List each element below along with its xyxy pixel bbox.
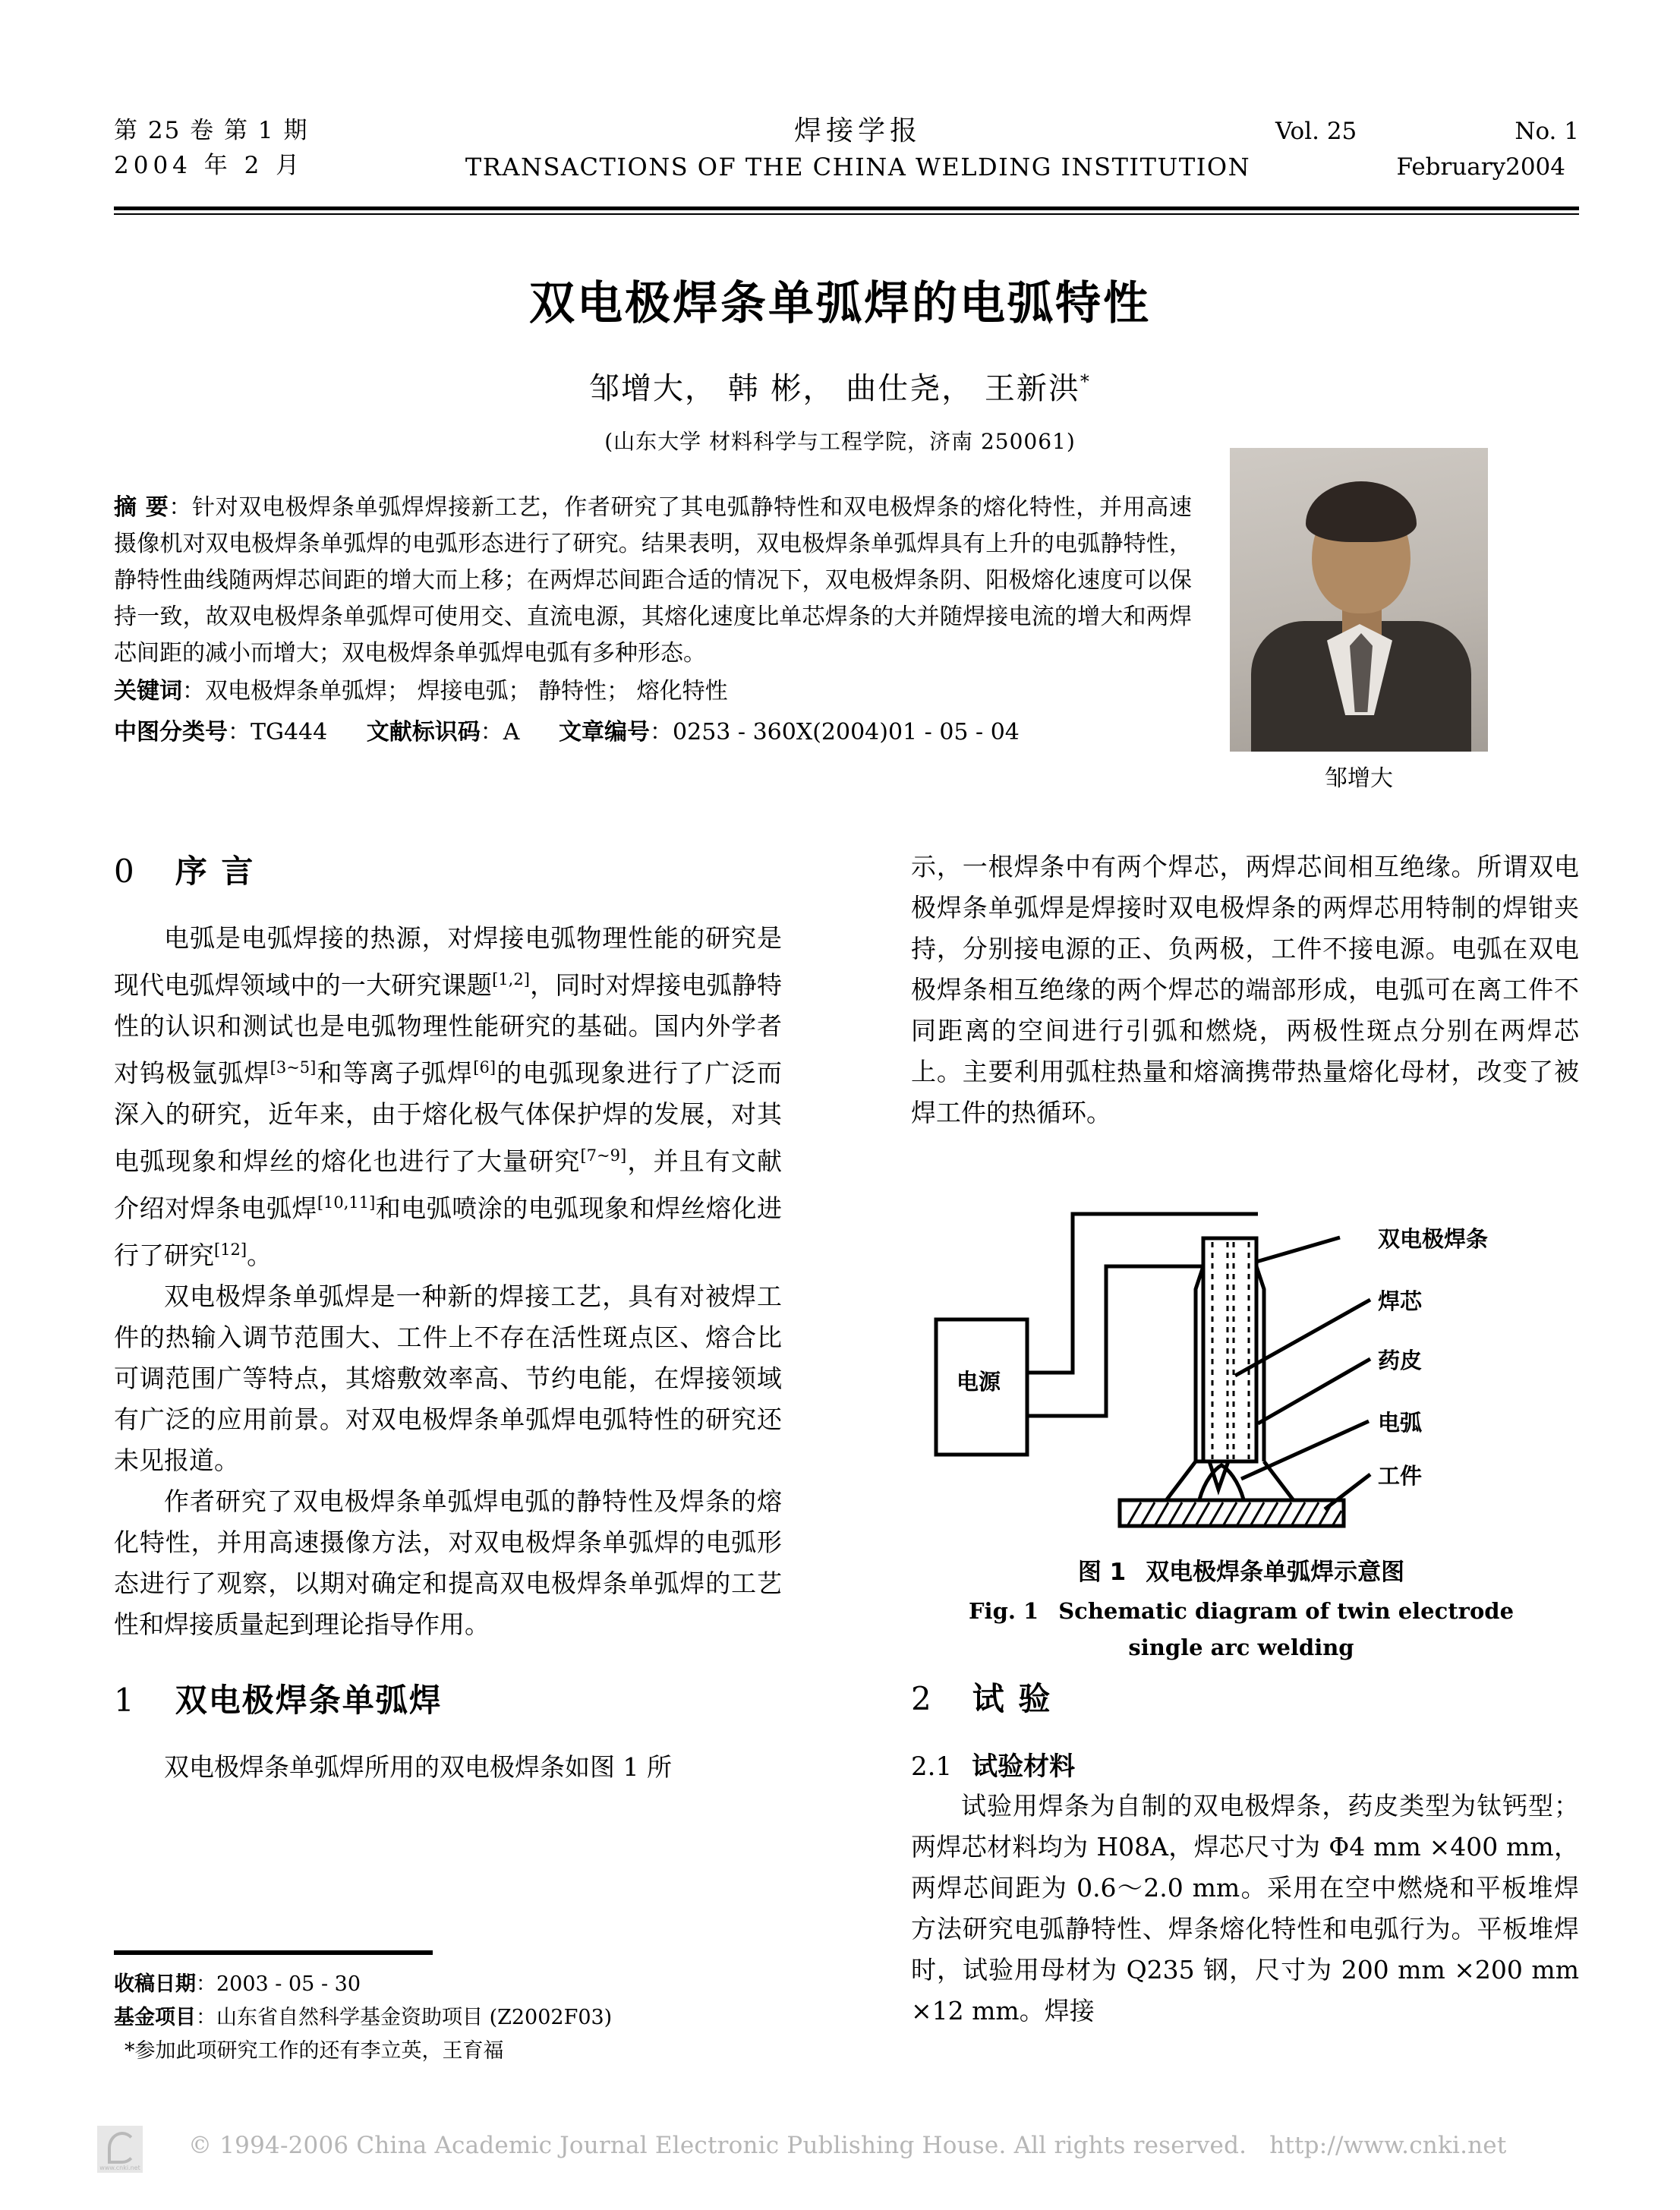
footnote-block (114, 1968, 797, 2068)
lp1-ref4: [7~9] (580, 1146, 627, 1165)
arc-cone-sides (1167, 1461, 1293, 1499)
footer-copyright (188, 2132, 1507, 2159)
leader-twin-electrode (1256, 1237, 1340, 1262)
doccode-value: ：A (480, 719, 520, 746)
lp1-c: 和等离子弧焊 (316, 1058, 474, 1088)
section-21-title: 试验材料 (972, 1751, 1076, 1782)
keywords-line (114, 673, 1192, 710)
issue-en: No. 1 (1515, 118, 1579, 145)
figure-caption-cn-number: 图 1 (1077, 1559, 1127, 1586)
figure-1-svg (900, 1207, 1583, 1534)
footnote-received (114, 1968, 797, 2001)
logo-caption: www.cnki.net (99, 2164, 140, 2171)
figure-label-power-source: 电源 (957, 1369, 1001, 1395)
footnote-star: *参加此项研究工作的还有李立英，王育福 (125, 2039, 504, 2063)
lp1-ref5: [10,11] (317, 1193, 376, 1212)
section-1-title: 双电极焊条单弧焊 (175, 1682, 443, 1719)
lp1-d: 的电弧现象进行了广泛而深入的研究，近年来，由于熔化极气体保护焊的发展，对其电弧现象和焊丝的熔化也进行了大量研究 (114, 1058, 783, 1176)
journal-title-en: TRANSACTIONS OF THE CHINA WELDING INSTITUTION (465, 153, 1251, 181)
lp1-f: 和电弧喷涂的电弧现象和焊丝熔化进行了研究 (114, 1193, 782, 1270)
logo-swirl-shape (108, 2132, 137, 2164)
received-label: 收稿日期 (114, 1972, 196, 1996)
section-heading-2 (911, 1674, 1579, 1720)
artnum-value: ：0253 - 360X(2004)01 - 05 - 04 (650, 719, 1020, 746)
lp1-ref2: [3~5] (269, 1058, 317, 1077)
left-paragraph-3: 作者研究了双电极焊条单弧焊电弧的静特性及焊条的熔化特性，并用高速摄像方法，对双电极焊条单弧焊的电弧形态进行了观察，以期对确定和提高双电极焊条单弧焊的工艺性和焊接质量起到理论指导作用。 (114, 1486, 782, 1639)
figure-label-coating: 药皮 (1378, 1348, 1423, 1373)
lp1-g: 。 (247, 1241, 273, 1270)
abstract-text: ：针对双电极焊条单弧焊焊接新工艺，作者研究了其电弧静特性和双电极焊条的熔化特性，并用高速摄像机对双电极焊条单弧焊的电弧形态进行了研究。结果表明，双电极焊条单弧焊具有上升的电弧静特性，静特性曲线随两焊芯间距的增大而上移；在两焊芯间距合适的情况下，双电极焊条阴、阳极熔化速度可以保持一致，故双电极焊条单弧焊可使用交、直流电源，其熔化速度比单芯焊条的大并随焊接电流的增大和两焊芯间距的减小而增大；双电极焊条单弧焊电弧有多种形态。 (114, 494, 1192, 667)
journal-title-cn: 焊接学报 (793, 115, 922, 147)
author-list (0, 364, 1680, 408)
section-2-number: 2 (911, 1680, 933, 1717)
left-column (114, 846, 782, 1788)
figure-caption-en-line1: Schematic diagram of twin electrode (1058, 1598, 1515, 1624)
figure-caption-en-line2: single arc welding (1128, 1635, 1354, 1660)
figure-caption-cn-text: 双电极焊条单弧焊示意图 (1146, 1559, 1405, 1586)
right-paragraph-2: 试验用焊条为自制的双电极焊条，药皮类型为钛钙型；两焊芯材料均为 H08A，焊芯尺寸为 Φ4 mm ×400 mm，两焊芯间距为 0.6～2.0 mm。采用在空中燃烧和平板堆焊方法研究电弧静特性、焊条熔化特性和电弧行为。平板堆焊时，试验用母材为 Q235 钢，尺寸为 200 mm ×200 mm ×12 mm。焊接 (911, 1791, 1579, 2026)
section-1-number: 1 (114, 1682, 136, 1719)
figure-label-twin-electrode: 双电极焊条 (1378, 1226, 1489, 1252)
classification-line (114, 713, 1192, 752)
figure-caption-en-number: Fig. 1 (968, 1598, 1039, 1624)
right-column (911, 846, 1579, 1133)
author-portrait (1230, 448, 1488, 752)
lp1-e: ，并且有文献介绍对焊条电弧焊 (114, 1146, 783, 1223)
keywords-label: 关键词 (114, 678, 182, 705)
figure-1 (900, 1207, 1583, 1534)
date-cn: 2004 年 2 月 (114, 152, 304, 179)
lp1-b: ，同时对焊接电弧静特性的认识和测试也是电弧物理性能研究的基础。国内外学者对钨极氩弧焊 (114, 970, 783, 1088)
section-21-number: 2.1 (911, 1751, 953, 1782)
figure-caption-en (900, 1593, 1583, 1666)
workpiece-plate (1120, 1500, 1344, 1526)
wire-bottom (1027, 1266, 1203, 1416)
masthead-left (114, 114, 433, 184)
copyright-text: © 1994-2006 China Academic Journal Electronic Publishing House. All rights reserved. (188, 2132, 1247, 2159)
footnote-fund (114, 2001, 797, 2035)
right-column-part2 (911, 1674, 1579, 2032)
lp1-ref6: [12] (214, 1241, 247, 1259)
artnum-label: 文章编号 (559, 719, 651, 746)
masthead-center (433, 114, 1283, 185)
footnote-rule (114, 1950, 433, 1955)
received-value: ：2003 - 05 - 30 (196, 1972, 361, 1996)
lp1-a: 电弧是电弧焊接的热源，对焊接电弧物理性能的研究是现代电弧焊领域中的一大研究课题 (114, 923, 782, 1000)
lp1-ref1: [1,2] (492, 970, 530, 988)
clc-label: 中图分类号 (114, 719, 228, 746)
masthead-right (1275, 114, 1579, 185)
author-footnote-marker: * (1080, 370, 1091, 393)
article-title: 双电极焊条单弧焊的电弧特性 (529, 277, 1151, 330)
figure-caption-cn (900, 1553, 1583, 1587)
section-2-title: 试 验 (972, 1680, 1052, 1717)
fund-value: ：山东省自然科学基金资助项目 (Z2002F03) (196, 2006, 613, 2029)
volume-en: Vol. 25 (1275, 118, 1357, 145)
doccode-label: 文献标识码 (366, 719, 481, 746)
abstract-paragraph (114, 490, 1192, 672)
masthead-rule-thick (114, 206, 1579, 210)
section-0-title: 序 言 (175, 853, 255, 890)
keywords-value: ：双电极焊条单弧焊； 焊接电弧； 静特性； 熔化特性 (182, 678, 728, 705)
volume-issue-cn: 第 25 卷 第 1 期 (114, 117, 309, 144)
figure-label-core: 焊芯 (1378, 1288, 1423, 1314)
section-0-number: 0 (114, 853, 136, 890)
footer-url: http://www.cnki.net (1269, 2132, 1507, 2159)
masthead (114, 114, 1579, 201)
fund-label: 基金项目 (114, 2006, 196, 2029)
section-heading-1 (114, 1676, 782, 1721)
section-heading-0 (114, 846, 782, 892)
cnki-logo-icon (97, 2126, 143, 2173)
left-paragraph-4: 双电极焊条单弧焊所用的双电极焊条如图 1 所 (164, 1752, 672, 1782)
clc-value: ：TG444 (228, 719, 328, 746)
left-paragraph-1 (114, 918, 782, 1276)
portrait-caption: 邹增大 (1325, 765, 1393, 792)
leader-workpiece (1325, 1474, 1370, 1509)
leader-coating (1258, 1359, 1370, 1423)
affiliation: (山东大学 材料科学与工程学院，济南 250061) (604, 429, 1076, 454)
figure-label-arc: 电弧 (1378, 1410, 1423, 1436)
masthead-rule-thin (114, 213, 1579, 215)
right-paragraph-1: 示，一根焊条中有两个焊芯，两焊芯间相互绝缘。所谓双电极焊条单弧焊是焊接时双电极焊条的两焊芯用特制的焊钳夹持，分别接电源的正、负两极，工件不接电源。电弧在双电极焊条相互绝缘的两个焊芯的端部形成，电弧可在离工件不同距离的空间进行引弧和燃烧，两极性斑点分别在两焊芯上。主要利用弧柱热量和熔滴携带热量熔化母材，改变了被焊工件的热循环。 (911, 852, 1579, 1127)
section-heading-2-1 (911, 1745, 1579, 1783)
author-names: 邹增大， 韩 彬， 曲仕尧， 王新洪 (589, 371, 1080, 406)
leader-arc (1241, 1421, 1369, 1479)
page-footer (0, 2126, 1680, 2179)
figure-label-workpiece: 工件 (1378, 1463, 1423, 1489)
date-en: February2004 (1396, 153, 1565, 181)
abstract-block (114, 490, 1192, 752)
left-paragraph-2: 双电极焊条单弧焊是一种新的焊接工艺，具有对被焊工件的热输入调节范围大、工件上不存在活性斑点区、熔合比可调范围广等特点，其熔敷效率高、节约电能，在焊接领域有广泛的应用前景。对双电极焊条单弧焊电弧特性的研究还未见报道。 (114, 1282, 782, 1475)
lp1-ref3: [6] (473, 1058, 496, 1077)
abstract-label: 摘 要 (114, 494, 169, 521)
